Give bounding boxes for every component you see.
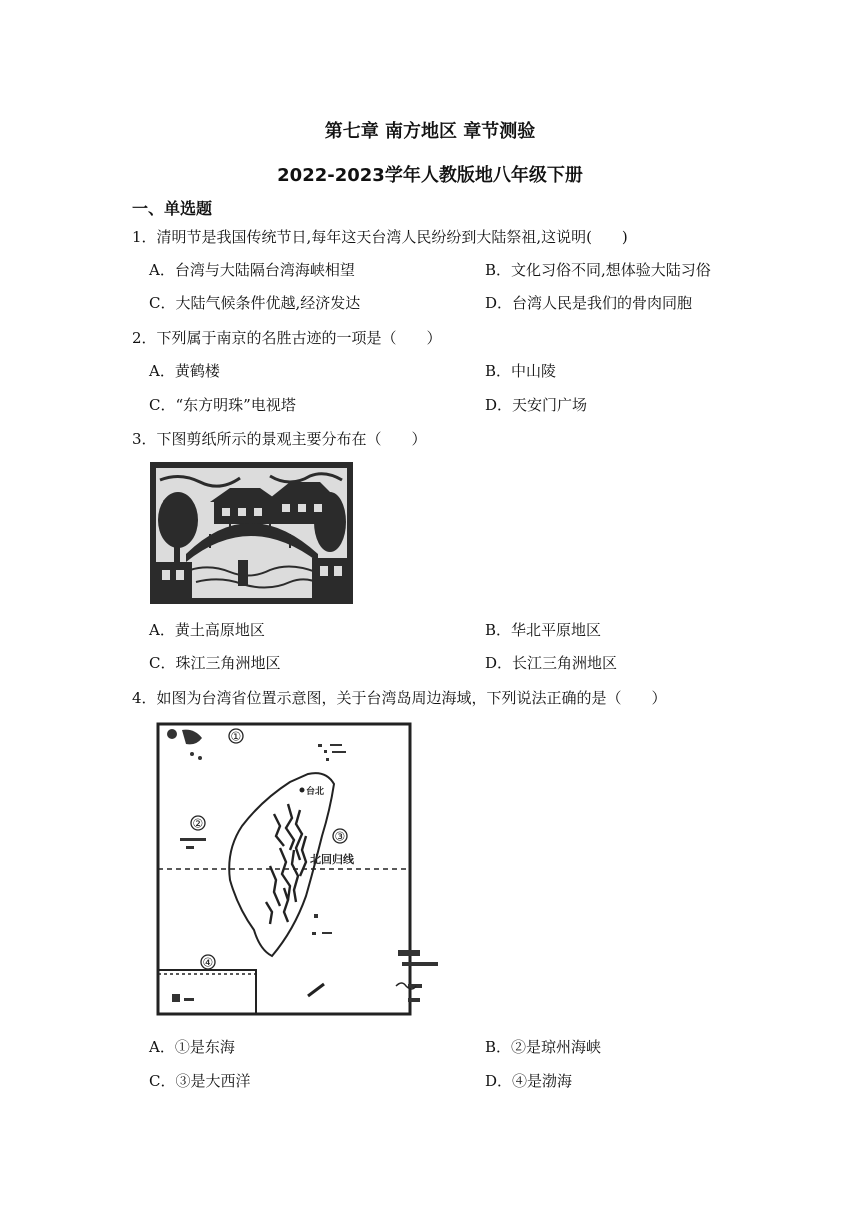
question-3-option-a[interactable]: A．黄土高原地区 — [149, 621, 265, 639]
map-marker-2: ② — [192, 816, 204, 831]
question-1-option-c[interactable]: C．大陆气候条件优越,经济发达 — [149, 294, 361, 312]
question-4-option-d[interactable]: D．④是渤海 — [485, 1072, 573, 1090]
taipei-label: 台北 — [306, 787, 325, 797]
question-3-stem: 3．下图剪纸所示的景观主要分布在（ ） — [132, 430, 427, 448]
question-4-stem: 4．如图为台湾省位置示意图，关于台湾岛周边海域，下列说法正确的是（ ） — [132, 689, 667, 707]
question-2-option-b[interactable]: B．中山陵 — [485, 362, 557, 380]
question-2-option-d[interactable]: D．天安门广场 — [485, 396, 588, 414]
question-4-option-c[interactable]: C．③是大西洋 — [149, 1072, 251, 1090]
map-marker-4: ④ — [202, 955, 214, 970]
question-3-option-c[interactable]: C．珠江三角洲地区 — [149, 654, 281, 672]
taiwan-map-figure — [150, 718, 452, 1022]
map-marker-3: ③ — [334, 829, 346, 844]
document-title: 第七章 南方地区 章节测验 — [324, 121, 536, 142]
question-2-option-c[interactable]: C．“东方明珠”电视塔 — [149, 396, 296, 414]
question-1-option-d[interactable]: D．台湾人民是我们的骨肉同胞 — [485, 294, 693, 312]
question-4-option-b[interactable]: B．②是琼州海峡 — [485, 1038, 602, 1056]
question-2-stem: 2．下列属于南京的名胜古迹的一项是（ ） — [132, 329, 442, 347]
question-2-option-a[interactable]: A．黄鹤楼 — [149, 362, 220, 380]
question-3-option-d[interactable]: D．长江三角洲地区 — [485, 654, 618, 672]
papercut-figure — [150, 462, 353, 604]
question-1-option-a[interactable]: A．台湾与大陆隔台湾海峡相望 — [149, 261, 355, 279]
map-marker-1: ① — [230, 729, 242, 744]
question-1-stem: 1．清明节是我国传统节日,每年这天台湾人民纷纷到大陆祭祖,这说明( ) — [132, 228, 628, 246]
tropic-label: 北回归线 — [310, 853, 354, 866]
question-4-option-a[interactable]: A．①是东海 — [149, 1038, 235, 1056]
section-heading: 一、单选题 — [132, 199, 213, 218]
question-3-option-b[interactable]: B．华北平原地区 — [485, 621, 602, 639]
question-1-option-b[interactable]: B．文化习俗不同,想体验大陆习俗 — [485, 261, 711, 279]
document-subtitle: 2022-2023学年人教版地八年级下册 — [277, 165, 583, 186]
